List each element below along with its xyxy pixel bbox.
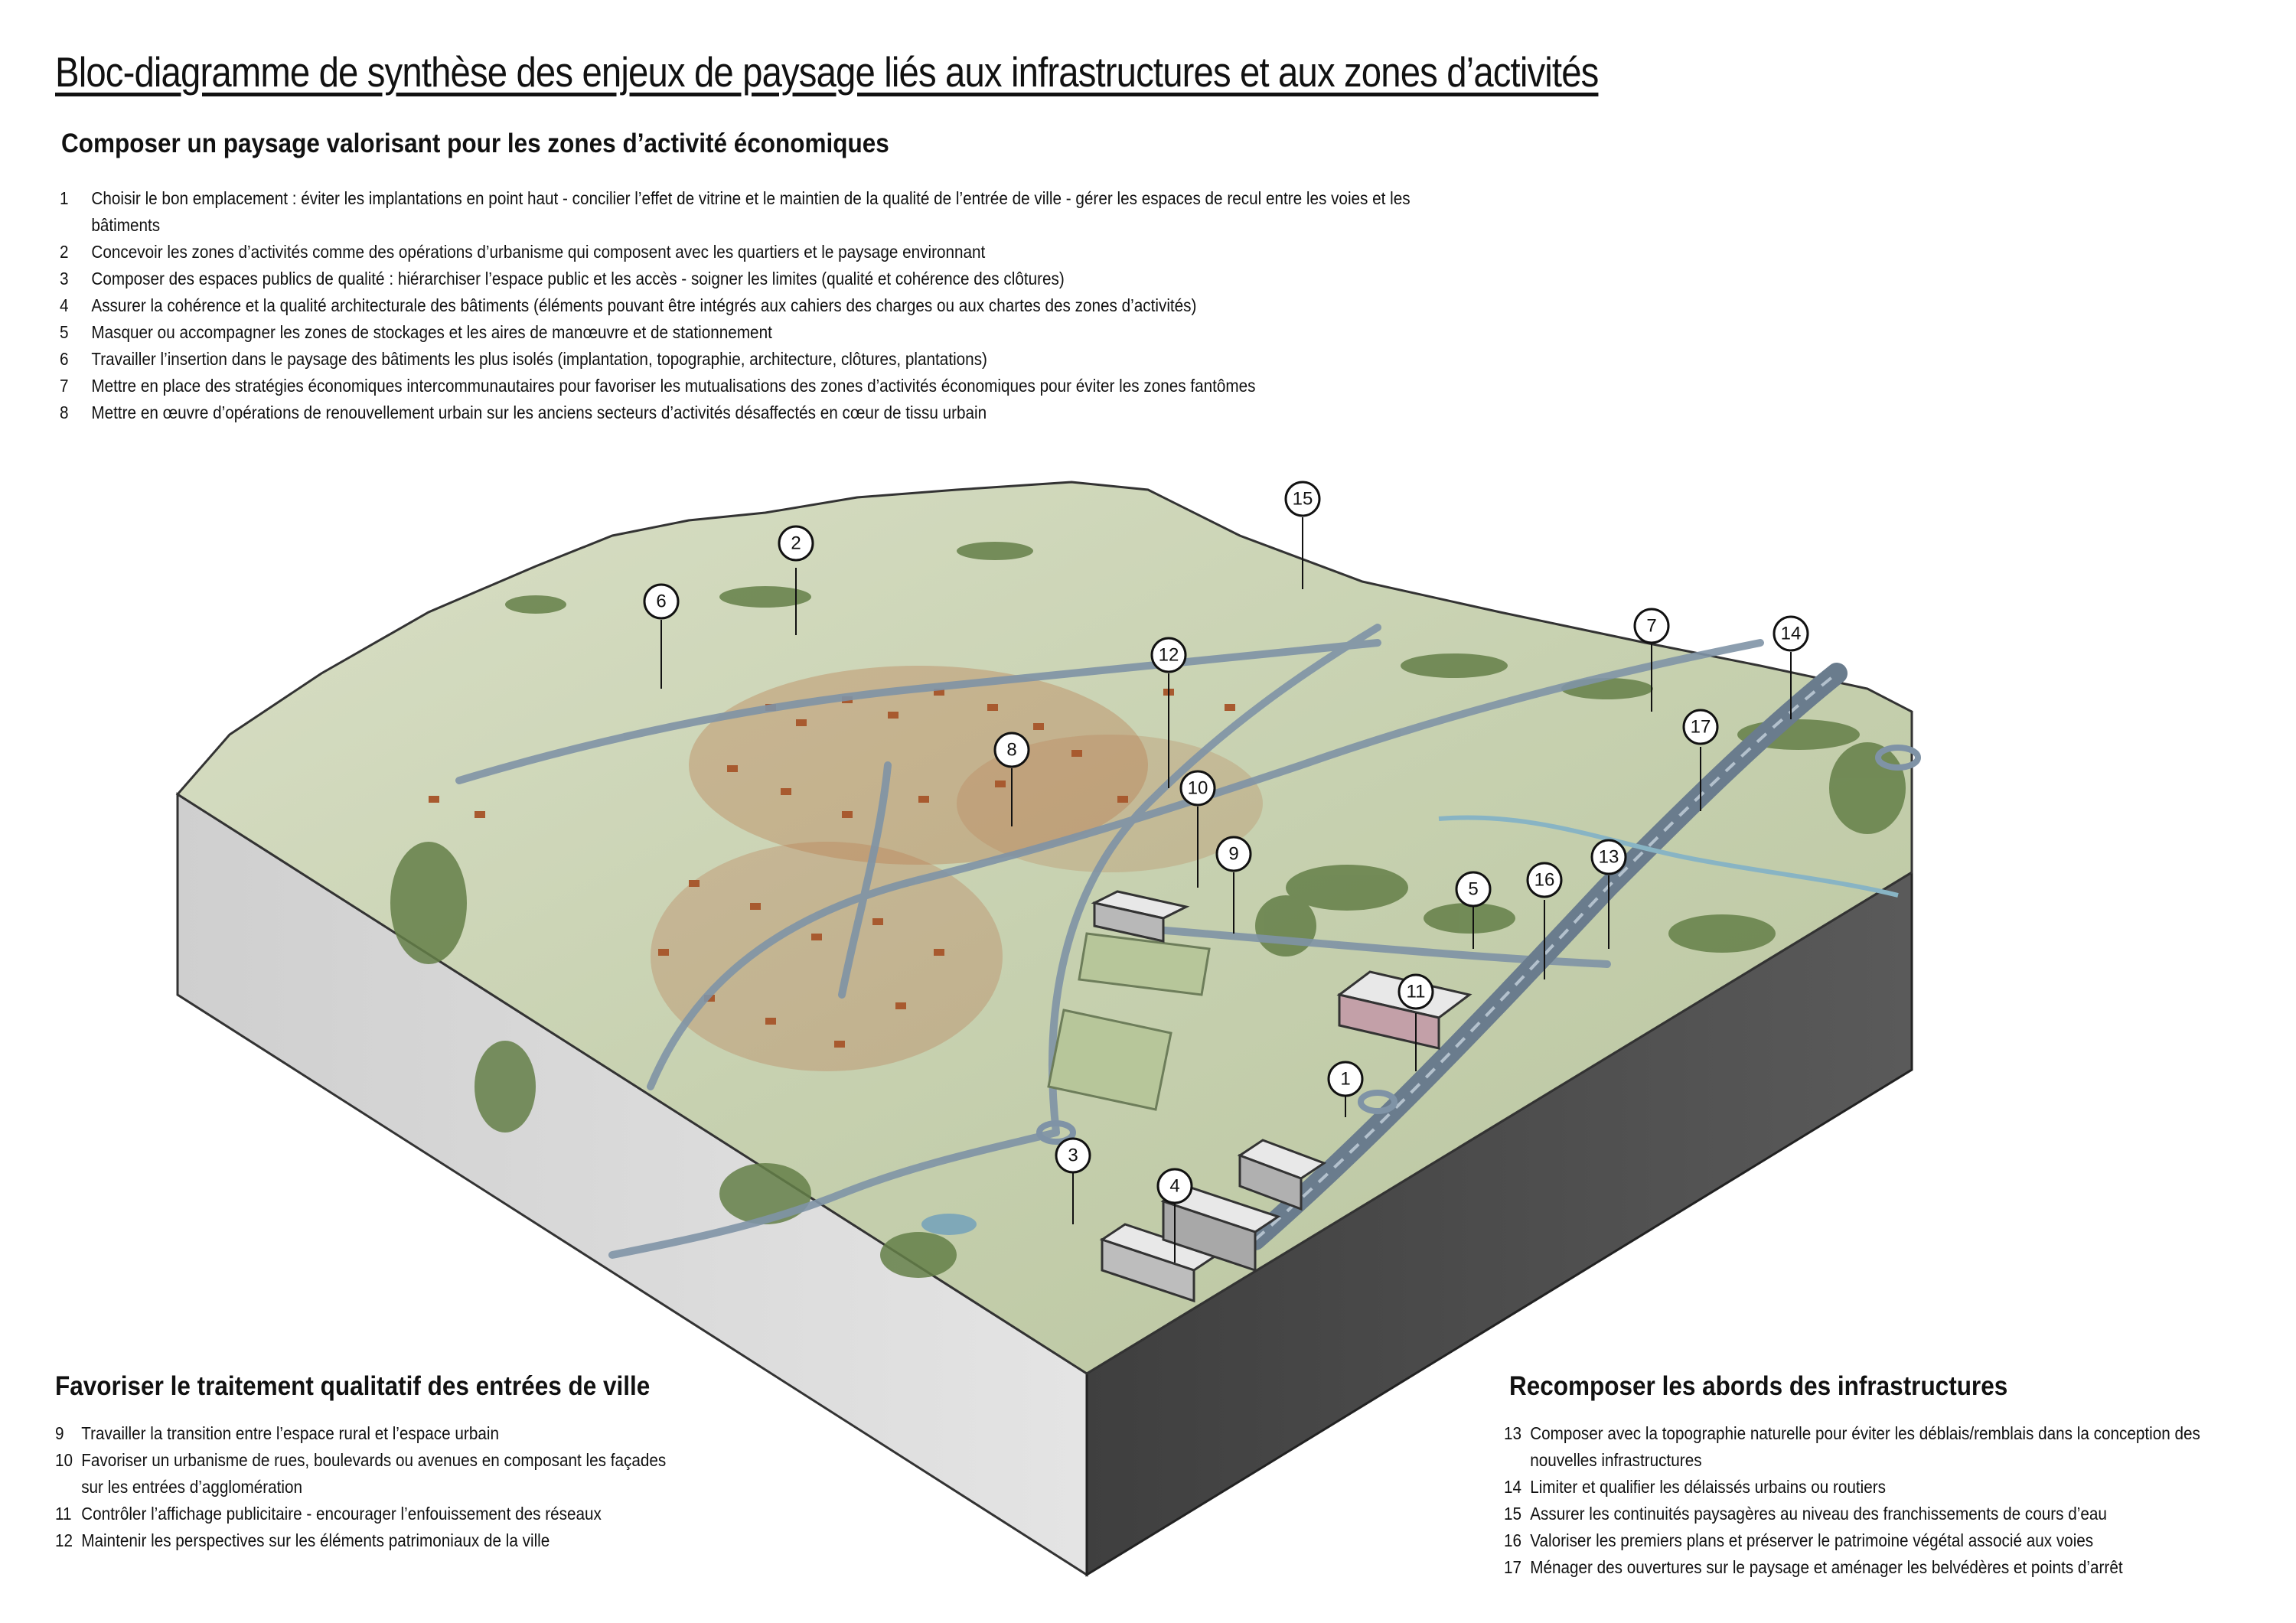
item-number: 8 [60, 402, 69, 422]
list-item [60, 239, 1437, 266]
item-number: 11 [55, 1504, 72, 1524]
item-number: 3 [60, 269, 69, 288]
item-number: 7 [60, 376, 69, 396]
marker-label: 11 [1406, 981, 1426, 1002]
list-item [60, 185, 1437, 239]
item-text: Limiter et qualifier les délaissés urbains ou routiers [1530, 1477, 1887, 1497]
item-number: 2 [60, 242, 69, 262]
list-item [1504, 1420, 2248, 1474]
list-item [60, 292, 1437, 319]
marker-label: 15 [1292, 488, 1313, 510]
item-text: Favoriser un urbanisme de rues, boulevards ou avenues en composant les façades sur les entrées d’agglomération [81, 1450, 667, 1497]
marker-label: 13 [1598, 846, 1619, 868]
section-title-zones-activite: Composer un paysage valorisant pour les zones d’activité économiques [61, 129, 889, 158]
section-list-entrees-de-ville [55, 1420, 675, 1554]
item-text: Maintenir les perspectives sur les éléments patrimoniaux de la ville [81, 1530, 550, 1550]
item-number: 12 [55, 1530, 73, 1550]
item-text: Valoriser les premiers plans et préserver le patrimoine végétal associé aux voies [1530, 1530, 2094, 1550]
list-item [60, 266, 1437, 292]
item-text: Travailler l’insertion dans le paysage des bâtiments les plus isolés (implantation, topographie, architecture, clôtures, plantations) [91, 349, 987, 369]
marker-label: 4 [1169, 1175, 1180, 1197]
item-text: Assurer la cohérence et la qualité architecturale des bâtiments (éléments pouvant être intégrés aux cahiers des charges ou aux chartes des zones d’activités) [91, 295, 1197, 315]
page-title: Bloc-diagramme de synthèse des enjeux de paysage liés aux infrastructures et aux zones d’activités [55, 48, 1599, 96]
item-text: Choisir le bon emplacement : éviter les implantations en point haut - concilier l’effet de vitrine et le maintien de la qualité de l’entrée de ville - gérer les espaces de recul entre les voies et les bâtiments [91, 188, 1411, 235]
item-number: 6 [60, 349, 69, 369]
section-list-infrastructures [1504, 1420, 2248, 1581]
marker-label: 5 [1468, 878, 1479, 900]
marker-label: 14 [1780, 623, 1802, 644]
item-text: Composer des espaces publics de qualité : hiérarchiser l’espace public et les accès - soigner les limites (qualité et cohérence des clôtures) [91, 269, 1065, 288]
item-number: 4 [60, 295, 69, 315]
list-item [60, 346, 1437, 373]
section-title-entrees-de-ville: Favoriser le traitement qualitatif des entrées de ville [55, 1371, 651, 1401]
marker-label: 12 [1158, 644, 1179, 666]
item-text: Mettre en œuvre d’opérations de renouvellement urbain sur les anciens secteurs d’activités désaffectés en cœur de tissu urbain [91, 402, 987, 422]
marker-label: 2 [791, 533, 801, 554]
marker-label: 7 [1646, 615, 1657, 637]
list-item [1504, 1554, 2248, 1581]
item-number: 13 [1504, 1423, 1522, 1443]
list-item [55, 1420, 675, 1447]
section-title-infrastructures: Recomposer les abords des infrastructures [1509, 1371, 2008, 1401]
list-item [55, 1501, 675, 1527]
marker-label: 3 [1068, 1145, 1078, 1166]
marker-label: 6 [656, 591, 667, 612]
item-number: 9 [55, 1423, 64, 1443]
item-text: Contrôler l’affichage publicitaire - encourager l’enfouissement des réseaux [81, 1504, 602, 1524]
item-text: Assurer les continuités paysagères au niveau des franchissements de cours d’eau [1530, 1504, 2107, 1524]
marker-label: 16 [1534, 869, 1555, 891]
list-item [1504, 1527, 2248, 1554]
list-item [55, 1447, 675, 1501]
item-text: Ménager des ouvertures sur le paysage et aménager les belvédères et points d’arrêt [1530, 1557, 2123, 1577]
list-item [1504, 1474, 2248, 1501]
item-text: Travailler la transition entre l’espace rural et l’espace urbain [81, 1423, 499, 1443]
item-number: 16 [1504, 1530, 1522, 1550]
item-text: Mettre en place des stratégies économiques intercommunautaires pour favoriser les mutualisations des zones d’activités économiques pour éviter les zones fantômes [91, 376, 1256, 396]
list-item [60, 399, 1437, 426]
item-number: 1 [60, 188, 69, 208]
marker-label: 8 [1006, 739, 1017, 761]
item-number: 17 [1504, 1557, 1522, 1577]
list-item [60, 319, 1437, 346]
marker-label: 17 [1690, 716, 1711, 738]
item-text: Composer avec la topographie naturelle pour éviter les déblais/remblais dans la conception des nouvelles infrastructures [1530, 1423, 2200, 1470]
marker-label: 10 [1187, 777, 1208, 799]
marker-label: 1 [1340, 1068, 1351, 1090]
item-number: 14 [1504, 1477, 1522, 1497]
section-list-zones-activite [60, 185, 1437, 426]
pond [921, 1214, 977, 1235]
item-text: Masquer ou accompagner les zones de stockages et les aires de manœuvre et de stationnement [91, 322, 772, 342]
marker-label: 9 [1228, 843, 1239, 865]
list-item [1504, 1501, 2248, 1527]
item-number: 15 [1504, 1504, 1522, 1524]
item-text: Concevoir les zones d’activités comme des opérations d’urbanisme qui composent avec les quartiers et le paysage environnant [91, 242, 986, 262]
item-number: 5 [60, 322, 69, 342]
list-item [55, 1527, 675, 1554]
list-item [60, 373, 1437, 399]
item-number: 10 [55, 1450, 73, 1470]
